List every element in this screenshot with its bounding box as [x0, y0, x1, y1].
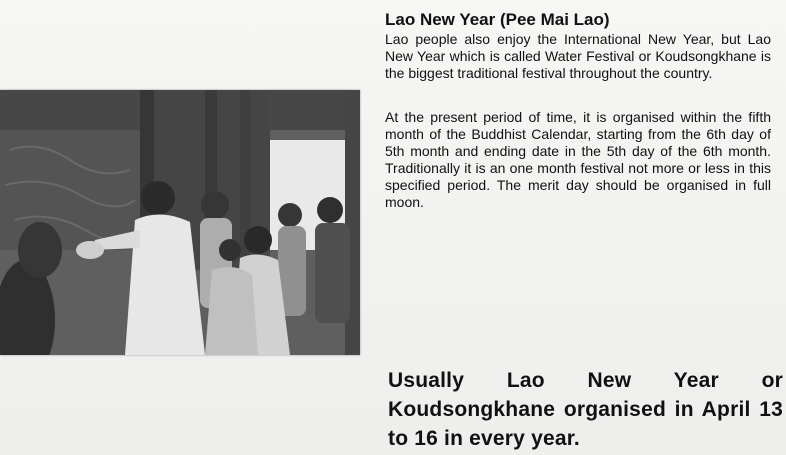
festival-photo	[0, 90, 360, 355]
article-title: Lao New Year (Pee Mai Lao)	[385, 10, 610, 29]
period-paragraph: At the present period of time, it is organised within the fifth month of the Buddhist Calendar, starting from the 6th day of 5th month and ending date in the 5th day of the 6th month. Traditionally it is an one month festival not more or less in this specified period. The merit day should be organised in full moon.	[385, 109, 771, 210]
article-text	[385, 10, 780, 211]
photo-illustration	[0, 90, 360, 355]
intro-paragraph: Lao people also enjoy the International New Year, but Lao New Year which is called Water Festival or Koudsongkhane is the biggest traditional festival throughout the country.	[385, 31, 771, 81]
date-highlight: Usually Lao New Year or Koudsongkhane organised in April 13 to 16 in every year.	[388, 369, 783, 450]
